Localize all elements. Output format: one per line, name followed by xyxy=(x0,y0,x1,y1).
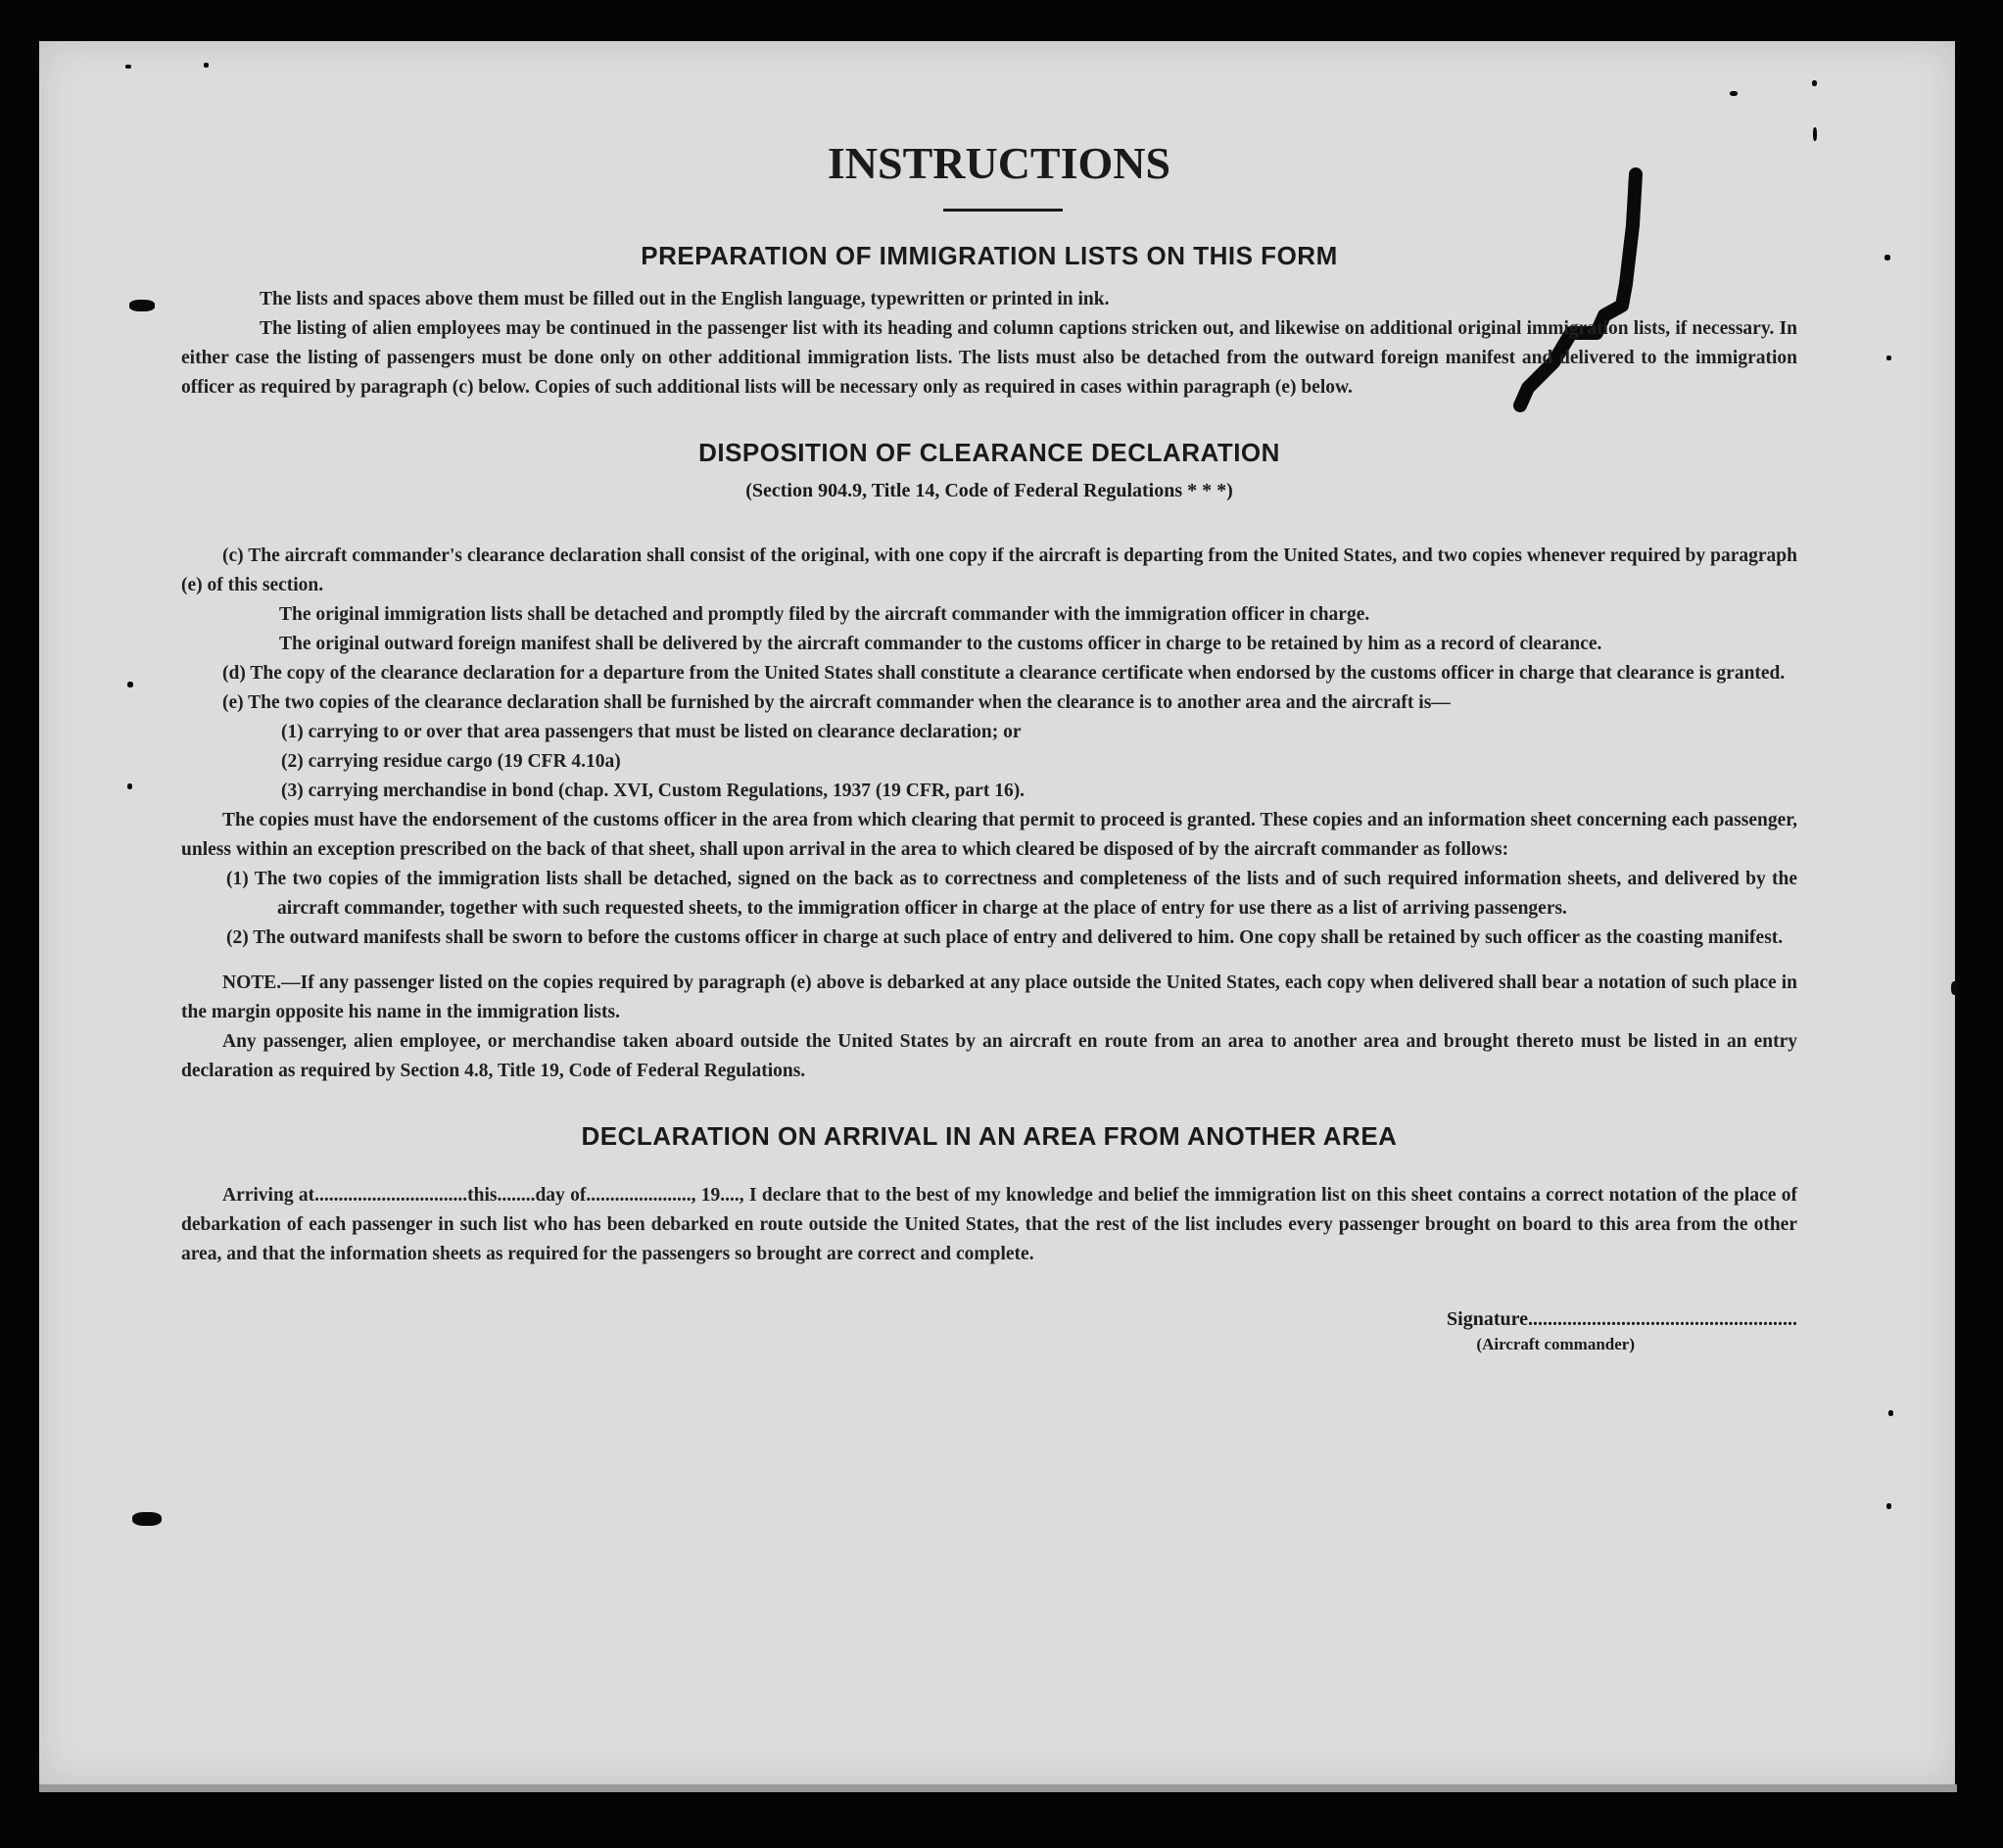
paragraph-e: (e) The two copies of the clearance declaration shall be furnished by the aircraft commander when the clearance is to another area and the aircraft is— xyxy=(222,692,1451,713)
speck-8 xyxy=(127,682,133,687)
signature-caption: (Aircraft commander) xyxy=(1476,1335,1635,1353)
punch-mark-left-bottom xyxy=(132,1512,162,1526)
list-item-2: (2) The outward manifests shall be sworn to before the customs officer in charge at such place of entry and delivered to him. One copy shall be retained by such officer as the coasting manifest. xyxy=(226,927,1784,948)
speck-7 xyxy=(1886,355,1891,360)
paragraph-e-3: (3) carrying merchandise in bond (chap. XVI, Custom Regulations, 1937 (19 CFR, part 16). xyxy=(281,781,1025,801)
paragraph-e-2: (2) carrying residue cargo (19 CFR 4.10a) xyxy=(281,751,621,772)
paragraph-c-2: The original outward foreign manifest shall be delivered by the aircraft commander to the customs officer in charge to be retained by him as a record of clearance. xyxy=(279,634,1602,654)
paragraph-c-1: The original immigration lists shall be detached and promptly filed by the aircraft commander with the immigration officer in charge. xyxy=(279,604,1370,625)
declaration-body: Arriving at................................this........day of......................, 19...., I declare that to the best of my knowledge and belief the immigration list on this sheet contains a correct notation of the place of debarkation of each passenger in such list who has been debarked en route outside the United States, that the rest of the list includes every passenger brought on board to this area from the other area, and that the information sheets as required for the passengers so brought are correct and complete. xyxy=(181,1185,1797,1264)
speck-9 xyxy=(127,783,132,789)
paragraph-note: NOTE.—If any passenger listed on the copies required by paragraph (e) above is debarked at any place outside the United States, each copy when delivered shall bear a notation of such place in the margin opposite his name in the immigration lists. xyxy=(181,972,1797,1022)
speck-5 xyxy=(1813,127,1817,141)
subheading-section-reference: (Section 904.9, Title 14, Code of Federal Regulations * * *) xyxy=(745,480,1233,501)
signature-field[interactable]: Signature....................................................... xyxy=(1447,1308,1797,1330)
section-preparation xyxy=(181,285,1797,403)
document-content xyxy=(181,137,1797,1354)
page-title: INSTRUCTIONS xyxy=(827,138,1171,188)
paragraph-copies: The copies must have the endorsement of the customs officer in the area from which clearing that permit to proceed is granted. These copies and an information sheet concerning each passenger, unless within an exception prescribed on the back of that sheet, shall upon arrival in the area to which cleared be disposed of by the aircraft commander as follows: xyxy=(181,810,1797,860)
section-disposition xyxy=(181,542,1797,1086)
speck-1 xyxy=(125,65,131,69)
sheet-edge xyxy=(39,1784,1957,1792)
speck-3 xyxy=(1730,91,1738,96)
speck-12 xyxy=(1886,1503,1891,1509)
paragraph-alien-employees: The listing of alien employees may be continued in the passenger list with its heading and column captions stricken out, and likewise on additional original immigration lists, if necessary. In either case the listing of passengers must be done only on other additional immigration lists. The lists must also be detached from the outward foreign manifest and delivered to the immigration officer as required by paragraph (c) below. Copies of such additional lists will be necessary only as required in cases within paragraph (e) below. xyxy=(181,318,1797,398)
paragraph-english-language: The lists and spaces above them must be filled out in the English language, typewritten or printed in ink. xyxy=(260,289,1110,309)
speck-2 xyxy=(204,63,209,68)
speck-11 xyxy=(1888,1410,1893,1416)
paragraph-d: (d) The copy of the clearance declaration for a departure from the United States shall constitute a clearance certificate when endorsed by the customs officer in charge that clearance is granted. xyxy=(222,663,1786,684)
heading-declaration: DECLARATION ON ARRIVAL IN AN AREA FROM ANOTHER AREA xyxy=(581,1121,1398,1151)
paragraph-any-passenger: Any passenger, alien employee, or merchandise taken aboard outside the United States by an aircraft en route from an area to another area and brought thereto must be listed in an entry declaration as required by Section 4.8, Title 19, Code of Federal Regulations. xyxy=(181,1031,1797,1081)
speck-6 xyxy=(1884,255,1890,261)
paragraph-c: (c) The aircraft commander's clearance declaration shall consist of the original, with one copy if the aircraft is departing from the United States, and two copies whenever required by paragraph (e) of this section. xyxy=(181,545,1797,595)
heading-disposition: DISPOSITION OF CLEARANCE DECLARATION xyxy=(698,438,1280,467)
speck-4 xyxy=(1812,80,1817,86)
heading-preparation: PREPARATION OF IMMIGRATION LISTS ON THIS FORM xyxy=(641,241,1338,270)
speck-10 xyxy=(1951,981,1959,995)
section-declaration xyxy=(181,1181,1797,1269)
punch-mark-left-top xyxy=(129,300,155,311)
paragraph-e-1: (1) carrying to or over that area passengers that must be listed on clearance declaration; or xyxy=(281,722,1022,742)
list-item-1: (1) The two copies of the immigration lists shall be detached, signed on the back as to correctness and completeness of the lists and of such required information sheets, and delivered by the aircraft commander, together with such requested sheets, to the immigration officer in charge at the place of entry for use there as a list of arriving passengers. xyxy=(226,869,1797,919)
title-rule xyxy=(943,209,1063,212)
